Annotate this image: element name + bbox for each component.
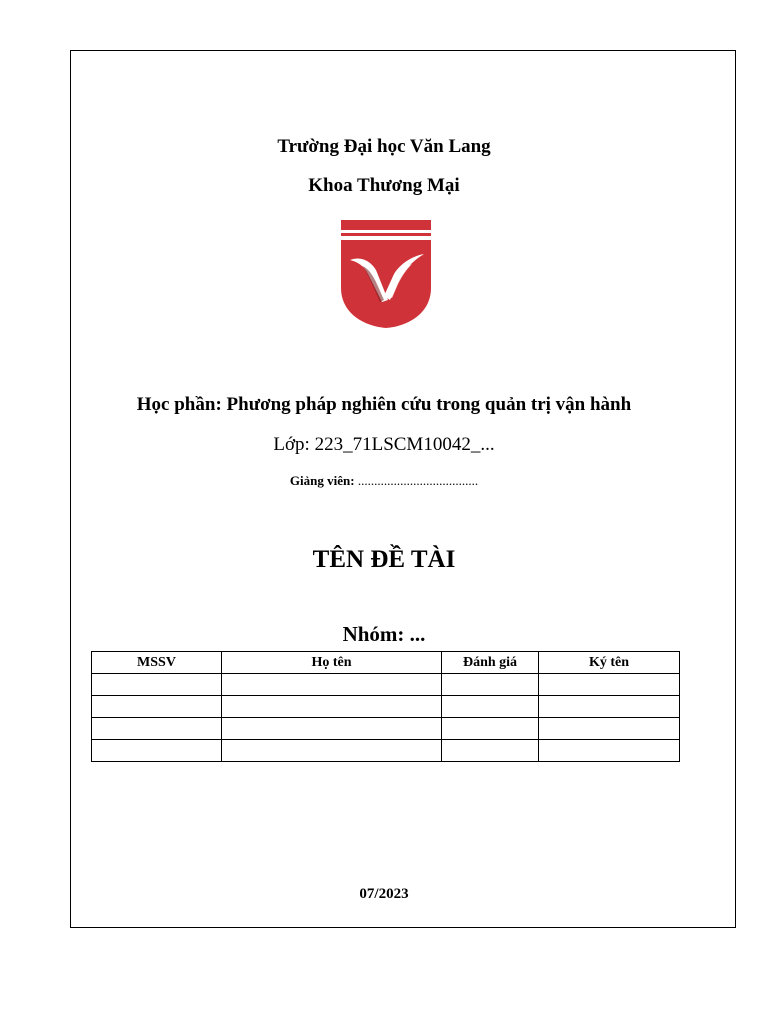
university-logo-icon — [338, 216, 434, 334]
table-cell — [92, 674, 222, 696]
logo-second-bar — [341, 233, 431, 236]
table-row — [92, 696, 680, 718]
table-row — [92, 674, 680, 696]
table-cell — [222, 674, 442, 696]
table-cell — [442, 696, 539, 718]
class-code: Lớp: 223_71LSCM10042_... — [273, 434, 495, 455]
table-cell — [442, 674, 539, 696]
group-label: Nhóm: ... — [342, 622, 426, 646]
table-cell — [92, 740, 222, 762]
table-cell — [539, 674, 680, 696]
lecturer-label: Giảng viên: — [289, 473, 355, 488]
school-name: Trường Đại học Văn Lang — [277, 136, 491, 157]
table-cell — [92, 696, 222, 718]
topic-title: TÊN ĐỀ TÀI — [312, 546, 456, 573]
table-cell — [539, 696, 680, 718]
course-title: Học phần: Phương pháp nghiên cứu trong quản trị vận hành — [136, 394, 632, 415]
table-header-row — [92, 652, 680, 674]
table-cell — [539, 718, 680, 740]
logo-top-bar — [341, 220, 431, 230]
column-header-mssv: MSSV — [92, 652, 222, 674]
table-row — [92, 718, 680, 740]
members-table — [91, 651, 680, 762]
logo-shield — [341, 240, 431, 328]
date-label: 07/2023 — [359, 886, 409, 902]
table-cell — [442, 740, 539, 762]
column-header-name: Họ tên — [222, 652, 442, 674]
lecturer-line — [0, 473, 768, 489]
table-row — [92, 740, 680, 762]
table-cell — [222, 718, 442, 740]
lecturer-placeholder: ..................................... — [357, 473, 479, 488]
table-cell — [92, 718, 222, 740]
table-cell — [222, 696, 442, 718]
faculty-name: Khoa Thương Mại — [308, 175, 460, 196]
column-header-evaluation: Đánh giá — [442, 652, 539, 674]
table-cell — [442, 718, 539, 740]
table-cell — [222, 740, 442, 762]
column-header-signature: Ký tên — [539, 652, 680, 674]
table-cell — [539, 740, 680, 762]
